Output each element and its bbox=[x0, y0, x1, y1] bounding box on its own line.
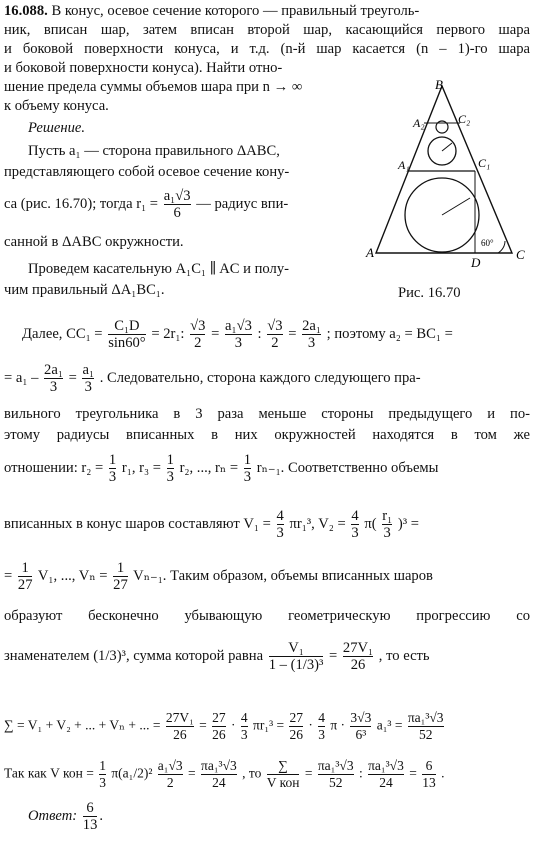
problem-number: 16.088. bbox=[4, 3, 48, 19]
cone-diagram bbox=[362, 78, 532, 268]
body-line-11: отношении: r₂ = $\frac{1}{3}$ r₁, r₃ = $\frac{1}{3}$ r₂, ..., rₙ = $\frac{1}{3}$ rₙ₋₁. Соответственно объемы bbox=[4, 452, 439, 485]
body-line-10: этому радиусы вписанных в них окружностей находятся в том же bbox=[4, 427, 530, 443]
svg-text:D: D bbox=[471, 255, 481, 268]
body-line-16: ∑ = V₁ + V₂ + ... + Vₙ + ... = $\frac{\text{27V₁}}{26}$ = $\frac{27}{26}$ · $\frac{4}{3}$ πr₁³ = $\frac{27}{26}$ · $\frac{4}{3}$ π · $\frac{3√3}{\text{6³}}$ a₁³ = $\frac{\text{πa₁³√3}}{52}$ bbox=[4, 710, 444, 742]
triangle-abc bbox=[376, 86, 512, 253]
svg-text:B: B bbox=[435, 78, 443, 92]
body-line-12: вписанных в конус шаров составляют V₁ = $\frac{4}{3}$ πr₁³, V₂ = $\frac{4}{3}$ π( $\frac{\text{r₁}}{3}$ )³ = bbox=[4, 508, 419, 541]
body-line-4: санной в ΔABC окружности. bbox=[4, 234, 184, 250]
svg-text:A₁: A₁ bbox=[398, 158, 410, 172]
answer-line: Ответ: $\frac{6}{13}$ . bbox=[28, 800, 104, 833]
body-line-15: знаменателем (1/3)³, сумма которой равна $\frac{\text{V₁}}{\text{1 – (1/3)³}}$ = $\frac{\text{27V₁}}{26}$ , то есть bbox=[4, 640, 430, 673]
body-line-5: Проведем касательную A₁C₁ ∥ AC и полу- bbox=[28, 261, 289, 277]
answer-label: Ответ: bbox=[28, 807, 78, 824]
problem-line-2: ник, вписан шар, затем вписан второй шар, касающийся первого шара bbox=[4, 22, 530, 38]
body-line-9: вильного треугольника в 3 раза меньше стороны предыдущего и по- bbox=[4, 406, 530, 422]
body-line-14: образуют бесконечно убывающую геометрическую прогрессию со bbox=[4, 608, 530, 624]
body-line-8: = a₁ – $\frac{\text{2a₁}}{3}$ = $\frac{\text{a₁}}{3}$ . Следовательно, сторона каждого следующего пра- bbox=[4, 362, 421, 395]
radius-line bbox=[442, 198, 470, 215]
problem-line-3: и боковой поверхности конуса, и т.д. (n-й шар касается (n – 1)-го шара bbox=[4, 41, 530, 57]
radius-line-2 bbox=[442, 143, 452, 151]
body-line-13: = $\frac{1}{27}$ V₁, ..., Vₙ = $\frac{1}{27}$ Vₙ₋₁. Таким образом, объемы вписанных шаров bbox=[4, 560, 433, 593]
solution-heading: Решение. bbox=[28, 120, 86, 136]
problem-line-5: шение предела суммы объемов шара при n → ∞ bbox=[4, 79, 303, 95]
figure-caption: Рис. 16.70 bbox=[398, 285, 461, 301]
svg-text:A: A bbox=[366, 245, 374, 260]
svg-text:C₁: C₁ bbox=[478, 156, 491, 170]
fraction: $\frac{\text{a₁√3}}{6}$ bbox=[163, 188, 191, 221]
body-line-2: представляющего собой осевое сечение кону- bbox=[4, 164, 290, 180]
problem-line-6: к объему конуса. bbox=[4, 98, 109, 114]
body-line-17: Так как V кон = $\frac{1}{3}$ π(a₁/2)² $\frac{\text{a₁√3}}{2}$ = $\frac{\text{πa₁³√3}}{24}$ , то $\frac{\sum}{\text{V кон}}$ = $\frac{\text{πa₁³√3}}{52}$ : $\frac{\text{πa₁³√3}}{24}$ = $\frac{6}{13}$ . bbox=[4, 758, 445, 790]
body-line-7: Далее, CC₁ = $\frac{\text{C₁D}}{\sin 60^\circ}$ = 2r₁: $\frac{√3}{2}$ = $\frac{\text{a₁√3}}{3}$ : $\frac{√3}{2}$ = $\frac{\text{2a₁}}{3}$ ; поэтому a₂ = BC₁ = bbox=[22, 318, 453, 351]
svg-text:A₂: A₂ bbox=[413, 116, 425, 130]
problem-line-1: 16.088. В конус, осевое сечение которого — правильный треуголь- bbox=[4, 3, 420, 19]
body-line-1: Пусть a₁ — сторона правильного ΔABC, bbox=[28, 143, 280, 159]
svg-text:C: C bbox=[516, 247, 525, 262]
angle-arc bbox=[498, 241, 505, 253]
svg-text:C₂: C₂ bbox=[458, 112, 471, 126]
body-line-6: чим правильный ΔA₁BC₁. bbox=[4, 282, 165, 298]
figure-16-70 bbox=[362, 78, 532, 301]
body-line-3: са (рис. 16.70); тогда r₁ = $\frac{\text{a₁√3}}{6}$ — радиус впи- bbox=[4, 188, 289, 221]
problem-line-4: и боковой поверхности конуса). Найти отно- bbox=[4, 60, 283, 76]
svg-text:60°: 60° bbox=[481, 238, 494, 248]
